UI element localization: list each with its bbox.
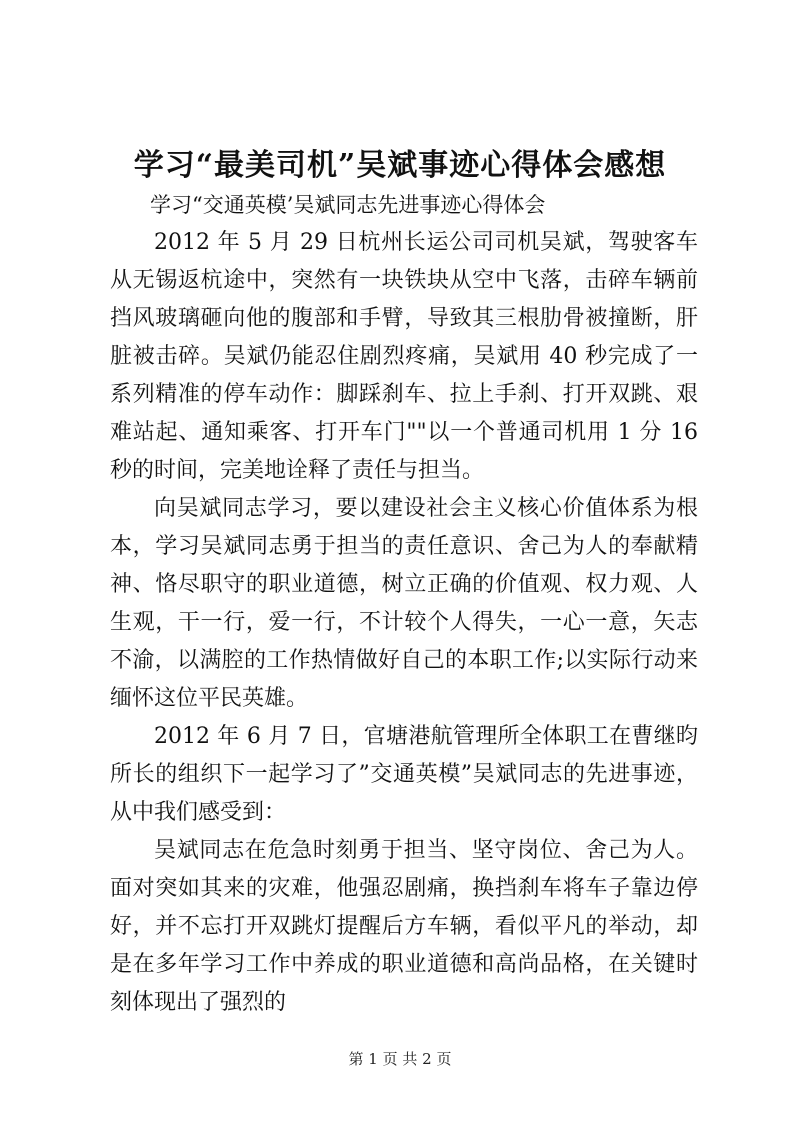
paragraph-3: 2012 年 6 月 7 日，官塘港航管理所全体职工在曹继昀所长的组织下一起学习了”交通英模”吴斌同志的先进事迹，从中我们感受到：: [110, 724, 698, 825]
document-body: [110, 186, 698, 1022]
page-number-footer: 第 1 页 共 2 页: [348, 1050, 452, 1068]
paragraph-1: 2012 年 5 月 29 日杭州长运公司司机吴斌，驾驶客车从无锡返杭途中，突然有一块铁块从空中飞落，击碎车辆前挡风玻璃砸向他的腹部和手臂，导致其三根肋骨被撞断，肝脏被击碎。吴斌仍能忍住剧烈疼痛，吴斌用 40 秒完成了一系列精准的停车动作：脚踩刹车、拉上手刹、打开双跳、艰难站起、通知乘客、打开车门""以一个普通司机用 1 分 16 秒的时间，完美地诠释了责任与担当。: [110, 230, 698, 483]
document-subtitle: 学习“交通英模’吴斌同志先进事迹心得体会: [150, 193, 546, 217]
paragraph-2: 向吴斌同志学习，要以建设社会主义核心价值体系为根本，学习吴斌同志勇于担当的责任意识、舍己为人的奉献精神、恪尽职守的职业道德，树立正确的价值观、权力观、人生观，干一行，爱一行，不计较个人得失，一心一意，矢志不渝，以满腔的工作热情做好自己的本职工作;以实际行动来缅怀这位平民英雄。: [110, 496, 698, 711]
document-title: 学习“最美司机”吴斌事迹心得体会感想: [133, 148, 667, 183]
paragraph-4: 吴斌同志在危急时刻勇于担当、坚守岗位、舍己为人。面对突如其来的灾难，他强忍剧痛，换挡刹车将车子靠边停好，并不忘打开双跳灯提醒后方车辆，看似平凡的举动，却是在多年学习工作中养成的职业道德和高尚品格，在关键时刻体现出了强烈的: [110, 838, 698, 1015]
